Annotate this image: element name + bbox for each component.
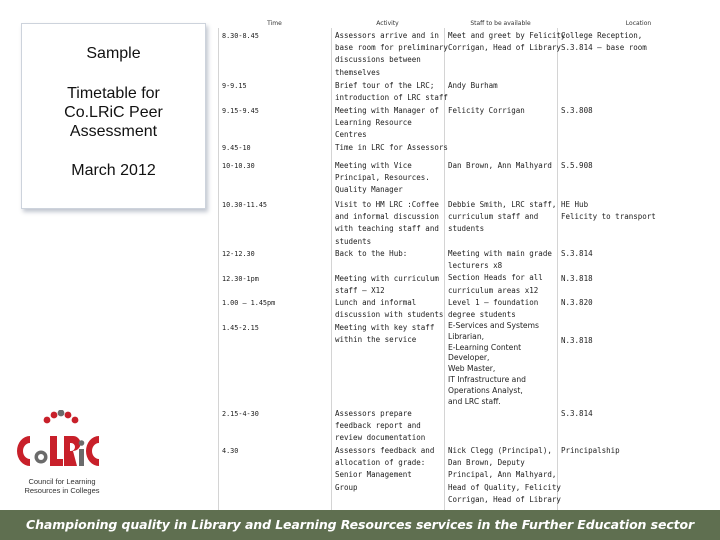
- activity-cell: Meeting with key staff within the service: [335, 323, 435, 345]
- title-date: March 2012: [71, 162, 156, 179]
- time-cell: 10.30-11.45: [222, 201, 268, 209]
- location-cell: Principalship: [561, 446, 620, 455]
- activity-cell: Visit to HM LRC :Coffee and informal discussion with teaching staff and students: [335, 200, 439, 246]
- activity-cell: Meeting with Manager of Learning Resource Centres: [335, 106, 439, 140]
- time-cell: 9-9.15: [222, 82, 247, 90]
- header-time: Time: [267, 20, 282, 27]
- staff-cell: Nick Clegg (Principal), Dan Brown, Deputy Principal, Ann Malhyard, Head of Quality, Felicity Corrigan, Head of Library: [448, 446, 561, 504]
- staff-cell: Debbie Smith, LRC staff, curriculum staff and students: [448, 200, 557, 234]
- column-divider: [218, 28, 219, 510]
- staff-cell: Meet and greet by Felicity Corrigan, Head of Library: [448, 31, 566, 53]
- location-cell: N.3.818: [561, 274, 593, 283]
- activity-cell: Assessors feedback and allocation of grade: Senior Management Group: [335, 446, 435, 492]
- footer-banner: Championing quality in Library and Learning Resources services in the Further Education sector: [0, 510, 720, 540]
- time-cell: 8.30-8.45: [222, 32, 259, 40]
- location-cell: S.3.814: [561, 409, 593, 418]
- activity-cell: Lunch and informal discussion with students: [335, 298, 444, 320]
- column-divider: [331, 28, 332, 510]
- title-sample: Sample: [86, 45, 141, 62]
- time-cell: 10-10.30: [222, 162, 255, 170]
- title-timetable: Timetable for Co.LRiC Peer Assessment: [64, 85, 163, 140]
- activity-cell: Assessors arrive and in base room for preliminary discussions between themselves: [335, 31, 448, 77]
- location-cell: HE Hub Felicity to transport: [561, 200, 656, 222]
- time-cell: 12-12.30: [222, 250, 255, 258]
- location-cell: N.3.820: [561, 298, 593, 307]
- time-cell: 12.30-1pm: [222, 275, 259, 283]
- location-cell: College Reception, S.3.814 – base room: [561, 31, 647, 53]
- header-location: Location: [625, 20, 652, 27]
- activity-cell: Meeting with curriculum staff – X12: [335, 274, 439, 296]
- time-cell: 4.30: [222, 447, 239, 455]
- staff-cell: Felicity Corrigan: [448, 106, 525, 115]
- staff-cell: E-Services and Systems Librarian, E-Learning Content Developer, Web Master, IT Infrastructure and Operations Analyst, and LRC staff.: [448, 321, 539, 406]
- time-cell: 9.45-10: [222, 144, 251, 152]
- activity-cell: Back to the Hub:: [335, 249, 408, 258]
- activity-cell: Meeting with Vice Principal, Resources. Quality Manager: [335, 161, 430, 195]
- location-cell: N.3.818: [561, 336, 593, 345]
- time-cell: 2.15-4-30: [222, 410, 259, 418]
- staff-cell: Meeting with main grade lecturers x8 Section Heads for all curriculum areas x12 Level 1 – foundation degree students: [448, 249, 552, 320]
- logo-subtitle: Council for Learning Resources in Colleges: [24, 477, 100, 495]
- activity-cell: Time in LRC for Assessors: [335, 143, 448, 152]
- staff-cell: Andy Burham: [448, 81, 498, 90]
- time-cell: 1.45-2.15: [222, 324, 259, 332]
- location-cell: S.3.814: [561, 249, 593, 258]
- time-cell: 1.00 – 1.45pm: [222, 299, 276, 307]
- activity-cell: Assessors prepare feedback report and review documentation: [335, 409, 426, 443]
- time-cell: 9.15-9.45: [222, 107, 259, 115]
- header-activity: Activity: [376, 20, 399, 27]
- location-cell: S.5.908: [561, 161, 593, 170]
- activity-cell: Brief tour of the LRC; introduction of LRC staff: [335, 81, 448, 103]
- column-divider: [557, 28, 558, 510]
- header-staff: Staff to be available: [470, 20, 531, 27]
- staff-cell: Dan Brown, Ann Malhyard: [448, 161, 552, 170]
- location-cell: S.3.808: [561, 106, 593, 115]
